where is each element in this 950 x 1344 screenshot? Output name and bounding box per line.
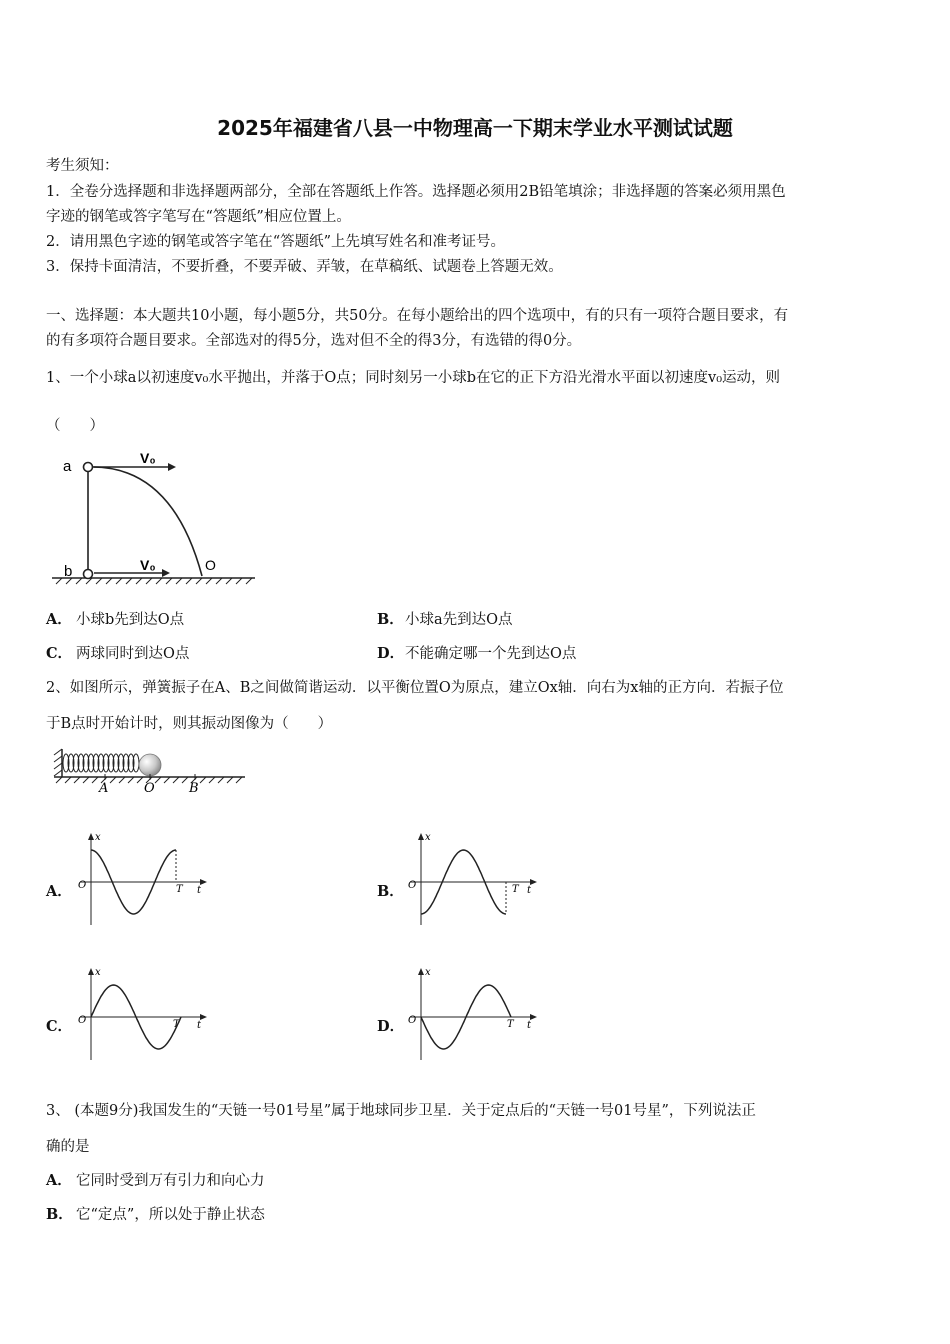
q1-option-c-text: 两球同时到达O点 <box>76 646 190 662</box>
ground-hatching <box>56 578 252 584</box>
axis-arrow-icon <box>418 968 424 975</box>
q2-option-a-label[interactable]: A． <box>46 883 72 900</box>
q1-option-d-text: 不能确定哪一个先到达O点 <box>405 646 577 662</box>
q1-stem-line-2: （ ） <box>46 418 104 434</box>
notice-item-1-line-2: 字迹的钢笔或答字笔写在“答题纸”相应位置上。 <box>46 209 351 225</box>
label-b: B <box>189 781 199 796</box>
period-label: T <box>507 1019 514 1030</box>
arrowhead-icon <box>168 463 176 471</box>
q2-graph-c <box>75 965 215 1065</box>
notice-heading: 考生须知： <box>46 158 119 174</box>
q1-projectile-figure <box>50 450 260 590</box>
q3-option-a-text: 它同时受到万有引力和向心力 <box>76 1173 265 1189</box>
q2-spring-oscillator-figure <box>50 745 250 800</box>
label-o: O <box>144 781 155 796</box>
q1-option-b-label[interactable]: B． <box>377 611 404 628</box>
period-label: T <box>512 884 519 895</box>
section-instructions-line-2: 的有多项符合题目要求。全部选对的得5分，选对但不全的得3分，有选错的得0分。 <box>46 333 582 349</box>
axis-arrow-icon <box>418 833 424 840</box>
x-axis-label: x <box>95 967 101 978</box>
label-b: b <box>64 563 73 580</box>
q3-stem-line-1: 3、 (本题9分)我国发生的“天链一号01号星”属于地球同步卫星．关于定点后的“天链一号01号星”，下列说法正 <box>46 1103 756 1119</box>
axis-arrow-icon <box>88 833 94 840</box>
t-axis-label: t <box>197 1020 202 1031</box>
axis-arrow-icon <box>530 879 537 885</box>
x-axis-label: x <box>95 832 101 843</box>
q1-option-a-text: 小球b先到达O点 <box>76 612 185 628</box>
arrowhead-icon <box>162 569 170 577</box>
wall-hatching <box>54 749 62 776</box>
axis-arrow-icon <box>200 879 207 885</box>
label-o: O <box>205 557 216 573</box>
q1-stem-line-1: 1、一个小球a以初速度v₀水平抛出，并落于O点；同时刻另一小球b在它的正下方沿光滑水平面以初速度v₀运动，则 <box>46 370 781 386</box>
axis-arrow-icon <box>200 1014 207 1020</box>
period-label: T <box>173 1019 180 1030</box>
t-axis-label: t <box>527 885 532 896</box>
q2-option-b-label[interactable]: B． <box>377 883 404 900</box>
q2-option-d-label[interactable]: D． <box>377 1018 405 1035</box>
origin-label: O <box>408 1015 417 1026</box>
q2-graph-a <box>75 830 215 930</box>
q2-stem-line-2: 于B点时开始计时，则其振动图像为（ ） <box>46 716 333 732</box>
label-v0-bottom: V₀ <box>140 557 156 573</box>
q3-option-a-label[interactable]: A． <box>46 1172 72 1189</box>
oscillator-ball <box>139 754 161 776</box>
spring-coil <box>63 754 139 772</box>
period-label: T <box>176 884 183 895</box>
q1-option-d-label[interactable]: D． <box>377 645 405 662</box>
page-title: 2025年福建省八县一中物理高一下期末学业水平测试试题 <box>217 116 733 140</box>
q2-graph-b <box>405 830 545 930</box>
q3-option-b-text: 它“定点”，所以处于静止状态 <box>76 1207 265 1223</box>
q1-option-b-text: 小球a先到达O点 <box>405 612 513 628</box>
origin-label: O <box>408 880 417 891</box>
label-a: a <box>63 458 72 475</box>
notice-item-1-line-1: 1．全卷分选择题和非选择题两部分，全部在答题纸上作答。选择题必须用2B铅笔填涂；非选择题的答案必须用黑色 <box>46 184 786 200</box>
q1-option-a-label[interactable]: A． <box>46 611 72 628</box>
q3-stem-line-2: 确的是 <box>46 1139 90 1155</box>
t-axis-label: t <box>197 885 202 896</box>
t-axis-label: t <box>527 1020 532 1031</box>
q2-graph-d <box>405 965 545 1065</box>
ball-b <box>84 570 93 579</box>
q2-option-c-label[interactable]: C． <box>46 1018 73 1035</box>
x-axis-label: x <box>425 832 431 843</box>
x-axis-label: x <box>425 967 431 978</box>
origin-label: O <box>78 1015 87 1026</box>
origin-label: O <box>78 880 87 891</box>
q3-option-b-label[interactable]: B． <box>46 1206 73 1223</box>
axis-arrow-icon <box>88 968 94 975</box>
section-instructions-line-1: 一、选择题：本大题共10小题，每小题5分，共50分。在每小题给出的四个选项中，有的只有一项符合题目要求，有 <box>46 308 789 324</box>
notice-item-2: 2．请用黑色字迹的钢笔或答字笔在“答题纸”上先填写姓名和准考证号。 <box>46 234 506 250</box>
notice-item-3: 3．保持卡面清洁，不要折叠，不要弄破、弄皱，在草稿纸、试题卷上答题无效。 <box>46 259 563 275</box>
ball-a <box>84 463 93 472</box>
label-v0-top: V₀ <box>140 450 156 466</box>
label-a: A <box>99 781 109 796</box>
q2-stem-line-1: 2、如图所示，弹簧振子在A、B之间做简谐运动．以平衡位置O为原点，建立Ox轴．向右为x轴的正方向．若振子位 <box>46 680 784 696</box>
axis-arrow-icon <box>530 1014 537 1020</box>
q1-option-c-label[interactable]: C． <box>46 645 73 662</box>
